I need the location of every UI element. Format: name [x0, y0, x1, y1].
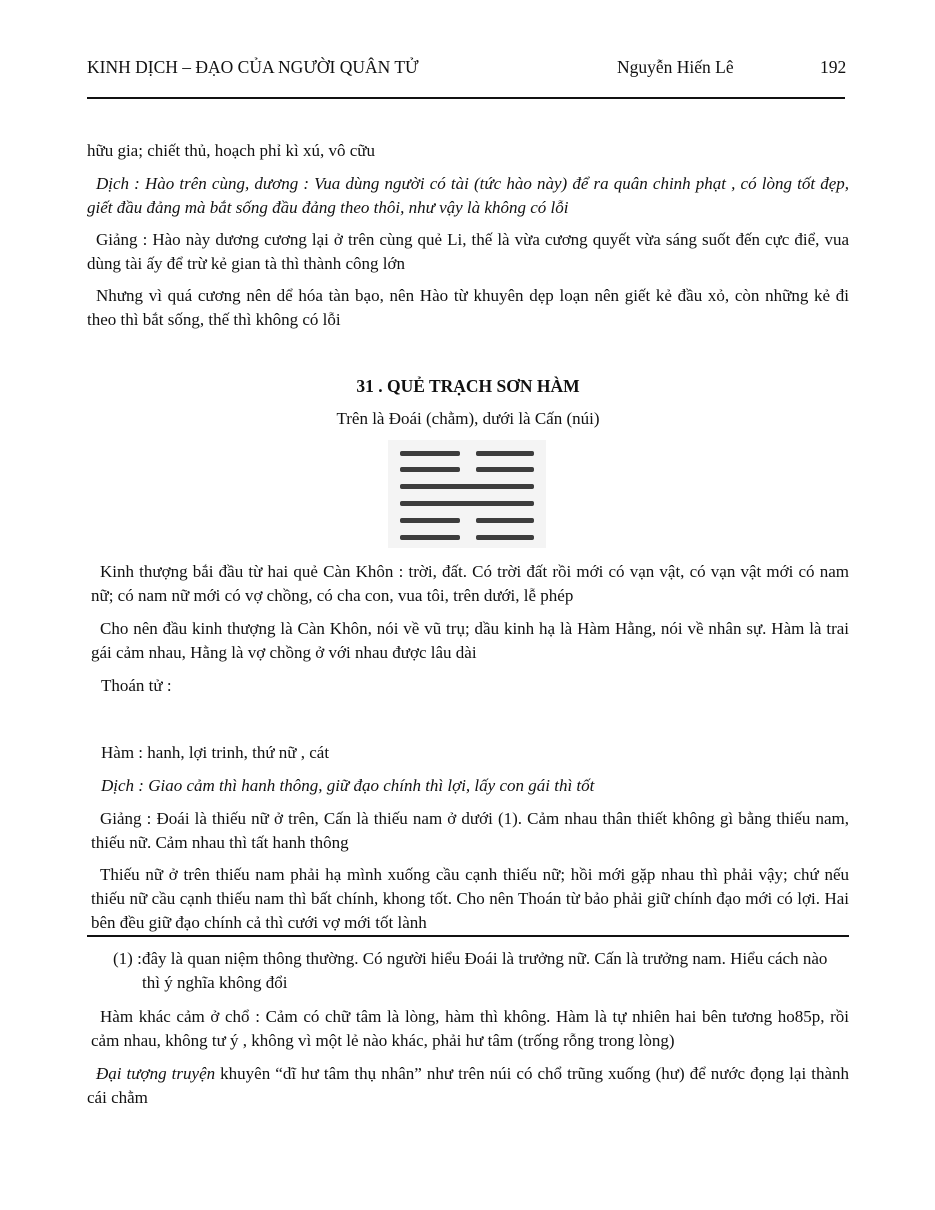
body-paragraph-4: Thiếu nữ ở trên thiếu nam phải hạ mình xuống cầu cạnh thiếu nữ; hồi mới gặp nhau thì phải vậy; chứ nếu thiếu nữ cầu cạnh thiếu nam thì bất chính, khong tốt. Cho nên Thoán từ bảo phải giữ chính đạo mới có lợi. Hai bên đều giữ đạo chính cả thì cưới vợ mới tốt lành [91, 865, 849, 932]
dai-tuong-label: Đại tượng truyện [96, 1064, 216, 1083]
hexagram-line-6-right [476, 451, 534, 456]
hexagram-line-5-right [476, 467, 534, 472]
body-paragraph-3: Giảng : Đoái là thiếu nữ ở trên, Cấn là thiếu nam ở dưới (1). Cảm nhau thân thiết không gì bằng thiếu nam, thiếu nữ. Cảm nhau thì tất hanh thông [91, 809, 849, 852]
footnote-marker: (1) : [113, 949, 142, 968]
book-title: KINH DỊCH – ĐẠO CỦA NGƯỜI QUÂN TỬ [87, 57, 419, 77]
commentary-paragraph: Nhưng vì quá cương nên dể hóa tàn bạo, nên Hào từ khuyên dẹp loạn nên giết kẻ đầu xỏ, còn những kẻ đi theo thì bắt sống, thế thì không có lỗi [87, 286, 849, 329]
hexagram-line-1-left [400, 535, 460, 540]
section-subtitle: Trên là Đoái (chằm), dưới là Cấn (núi) [336, 409, 600, 428]
hexagram-line-2-left [400, 518, 460, 523]
hexagram-line-5-left [400, 467, 460, 472]
hexagram-line-3 [400, 501, 534, 506]
footnote-text: đây là quan niệm thông thường. Có người hiểu Đoái là trưởng nữ. Cấn là trưởng nam. Hiểu cách nào thì ý nghĩa không đổi [142, 949, 828, 992]
thoan-tu-label: Thoán tử : [101, 676, 172, 695]
hexagram-line-1-right [476, 535, 534, 540]
page-number: 192 [820, 57, 847, 77]
footnote [113, 947, 849, 995]
explanation-paragraph: Giảng : Hào này dương cương lại ở trên cùng quẻ Li, thế là vừa cương quyết vừa sáng suốt đến cực điể, vua dùng tài ấy để trừ kẻ gian tà thì thành công lớn [87, 230, 849, 273]
author-name: Nguyễn Hiến Lê [617, 57, 734, 77]
hexagram-line-6-left [400, 451, 460, 456]
body-paragraph-2: Cho nên đầu kinh thượng là Càn Khôn, nói về vũ trụ; dầu kinh hạ là Hàm Hằng, nói về nhân sự. Hàm là trai gái cảm nhau, Hằng là vợ chồng ở với nhau được lâu dài [91, 619, 849, 662]
ham-verse: Hàm : hanh, lợi trinh, thứ nữ , cát [101, 743, 330, 762]
translation-paragraph: Dịch : Hào trên cùng, dương : Vua dùng người có tài (tức hào này) để ra quân chinh phạt , có lòng tốt đẹp, giết đầu đảng mà bắt sống đầu đảng theo thôi, như vậy là không có lỗi [87, 174, 849, 217]
text-line-hao: hữu gia; chiết thủ, hoạch phỉ kì xú, vô cữu [87, 141, 376, 160]
footnote-rule [87, 935, 849, 937]
header-rule [87, 97, 845, 99]
body-paragraph-5: Hàm khác cảm ở chổ : Cảm có chữ tâm là lòng, hàm thì không. Hàm là tự nhiên hai bên tương ho85p, rồi cảm nhau, không tư ý , không vì một lẻ nào khác, phải hư tâm (trống rỗng trong lòng) [91, 1007, 849, 1050]
body-paragraph-6 [87, 1062, 849, 1110]
section-title: 31 . QUẺ TRẠCH SƠN HÀM [356, 376, 580, 396]
body-paragraph-1: Kinh thượng bắi đầu từ hai quẻ Càn Khôn : trời, đất. Có trời đất rồi mới có vạn vật, có vạn vật mới có nam nữ; có nam nữ mới có vợ chồng, có cha con, vua tôi, trên dưới, lễ phép [91, 562, 849, 605]
dai-tuong-text: khuyên “dĩ hư tâm thụ nhân” như trên núi có chổ trũng xuống (hư) để nước đọng lại thành cái chằm [87, 1064, 849, 1107]
hexagram-line-2-right [476, 518, 534, 523]
ham-translation: Dịch : Giao cảm thì hanh thông, giữ đạo chính thì lợi, lấy con gái thì tốt [101, 776, 595, 795]
hexagram-figure [388, 440, 546, 548]
hexagram-line-4 [400, 484, 534, 489]
